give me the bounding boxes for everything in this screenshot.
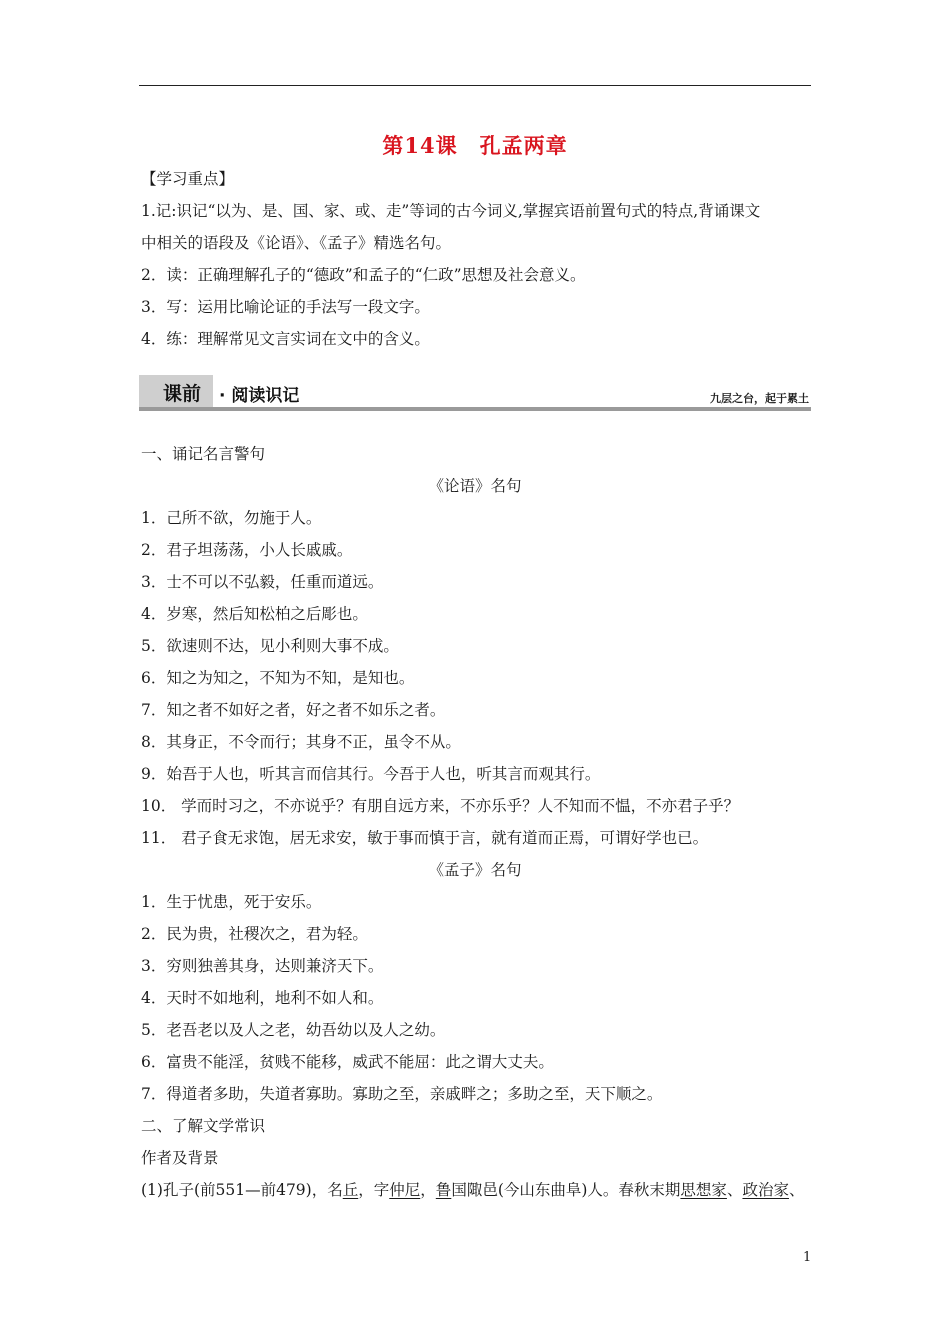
quote-item: 7．得道者多助，失道者寡助。寡助之至，亲戚畔之；多助之至，天下顺之。 <box>141 1085 663 1103</box>
quote-item: 4．天时不如地利，地利不如人和。 <box>141 989 384 1007</box>
author-underlined: 仲尼 <box>389 1181 421 1199</box>
author-text: 、 <box>726 1181 743 1199</box>
lesson-number: 第14课 <box>382 133 458 158</box>
key-point-line: 3．写：运用比喻论证的手法写一段文字。 <box>141 298 430 316</box>
key-point-line: 中相关的语段及《论语》、《孟子》精选名句。 <box>141 234 452 252</box>
section-heading: 一、诵记名言警句 <box>141 445 266 463</box>
author-underlined: 鲁 <box>435 1181 452 1199</box>
key-point-line: 1.记:识记“以为、是、国、家、或、走”等词的古今词义,掌握宾语前置句式的特点,背诵课文 <box>141 202 761 220</box>
author-underlined: 思想家 <box>680 1181 727 1199</box>
lesson-title <box>0 130 950 160</box>
lunyu-heading: 《论语》名句 <box>428 477 522 495</box>
quote-item: 8．其身正，不令而行；其身不正，虽令不从。 <box>141 733 461 751</box>
quote-item: 5．欲速则不达，见小利则大事不成。 <box>141 637 399 655</box>
quote-item: 11． 君子食无求饱，居无求安，敏于事而慎于言，就有道而正焉，可谓好学也已。 <box>141 829 709 847</box>
author-text: 、 <box>788 1181 805 1199</box>
author-text: ，字 <box>358 1181 390 1199</box>
section-banner <box>139 375 811 409</box>
quote-item: 2．君子坦荡荡，小人长戚戚。 <box>141 541 353 559</box>
banner-slogan: 九层之台，起于累土 <box>710 392 809 405</box>
quote-item: 3．穷则独善其身，达则兼济天下。 <box>141 957 384 975</box>
quote-item: 1．己所不欲，勿施于人。 <box>141 509 322 527</box>
lesson-name: 孔孟两章 <box>479 133 568 158</box>
author-underlined: 政治家 <box>742 1181 789 1199</box>
author-text: (1)孔子(前551—前479)，名 <box>141 1181 343 1199</box>
quote-item: 10． 学而时习之，不亦说乎？有朋自远方来，不亦乐乎？人不知而不愠，不亦君子乎？ <box>141 797 740 815</box>
quote-item: 6．富贵不能淫，贫贱不能移，威武不能屈：此之谓大丈夫。 <box>141 1053 554 1071</box>
banner-subtitle: · 阅读识记 <box>219 386 300 406</box>
key-point-line: 2．读：正确理解孔子的“德政”和孟子的“仁政”思想及社会意义。 <box>141 266 586 284</box>
quote-item: 3．士不可以不弘毅，任重而道远。 <box>141 573 384 591</box>
mengzi-heading: 《孟子》名句 <box>428 861 522 879</box>
quote-item: 1．生于忧患，死于安乐。 <box>141 893 322 911</box>
author-underlined: 丘 <box>342 1181 359 1199</box>
author-text: 国陬邑(今山东曲阜)人。春秋末期 <box>451 1181 681 1199</box>
quote-item: 5．老吾老以及人之老，幼吾幼以及人之幼。 <box>141 1021 446 1039</box>
header-rule <box>139 85 811 86</box>
author-line <box>141 1179 804 1201</box>
banner-label: 课前 <box>163 383 202 405</box>
key-point-line: 4．练：理解常见文言实词在文中的含义。 <box>141 330 430 348</box>
key-points-heading: 【学习重点】 <box>141 170 235 188</box>
author-heading: 作者及背景 <box>141 1149 219 1167</box>
banner-bar <box>139 407 811 411</box>
quote-item: 9．始吾于人也，听其言而信其行。今吾于人也，听其言而观其行。 <box>141 765 601 783</box>
section-heading: 二、了解文学常识 <box>141 1117 266 1135</box>
page-number: 1 <box>803 1250 812 1265</box>
quote-item: 7．知之者不如好之者，好之者不如乐之者。 <box>141 701 446 719</box>
author-text: ， <box>420 1181 436 1199</box>
quote-item: 6．知之为知之，不知为不知，是知也。 <box>141 669 415 687</box>
quote-item: 2．民为贵，社稷次之，君为轻。 <box>141 925 368 943</box>
quote-item: 4．岁寒，然后知松柏之后彫也。 <box>141 605 368 623</box>
